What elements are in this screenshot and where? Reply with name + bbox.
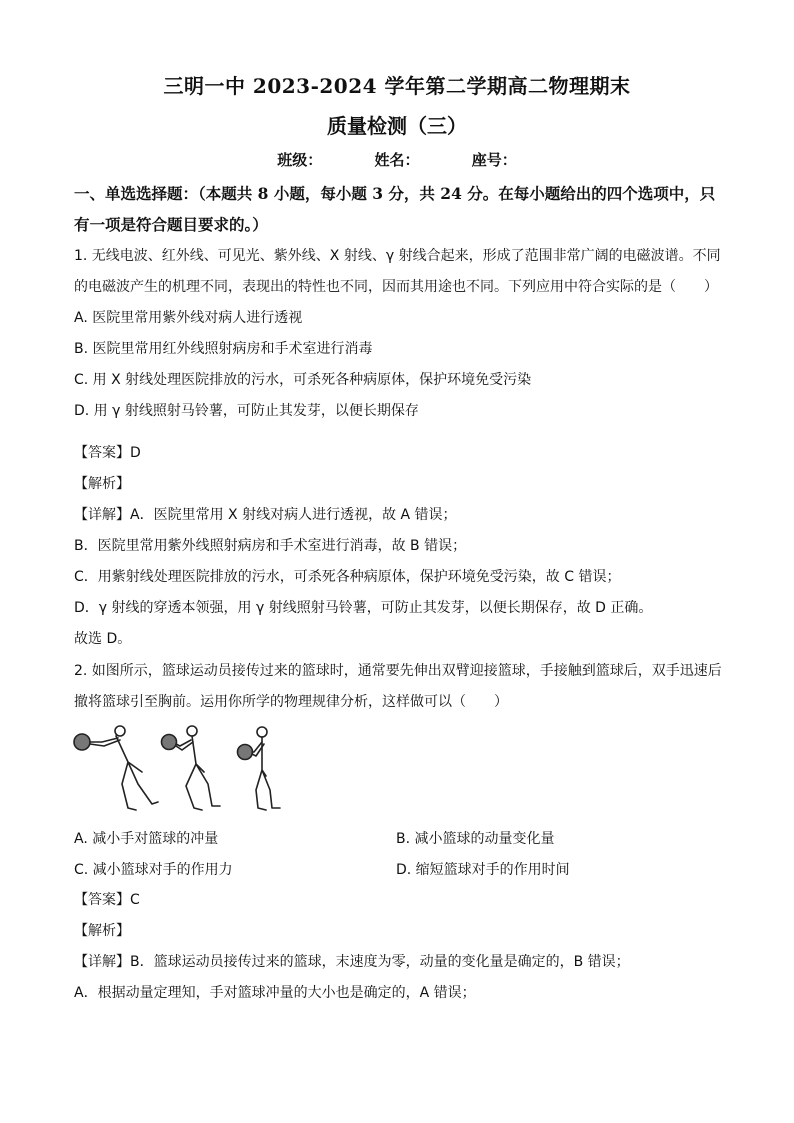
q1-detail-b: B．医院里常用紫外线照射病房和手术室进行消毒，故 B 错误； (74, 538, 467, 554)
player-arms-1 (90, 738, 120, 746)
q2-option-c: C. 减小篮球对手的作用力 (74, 862, 233, 878)
player-head-2 (187, 726, 197, 736)
q1-option-d: D. 用 γ 射线照射马铃薯，可防止其发芽，以便长期保存 (74, 403, 419, 419)
q2-detail-a: A．根据动量定理知，手对篮球冲量的大小也是确定的，A 错误； (74, 985, 476, 1001)
player-head-3 (257, 727, 267, 737)
q1-detail-d: D．γ 射线的穿透本领强，用 γ 射线照射马铃薯，可防止其发芽，以便长期保存，故 D 正确。 (74, 600, 653, 616)
q2-stem-line-1: 2. 如图所示，篮球运动员接传过来的篮球时，通常要先伸出双臂迎接篮球，手接触到篮球后，双手迅速后 (74, 663, 722, 679)
player-body-1 (116, 736, 158, 810)
detail-tag: 【详解】 (74, 507, 130, 523)
player-body-2 (186, 736, 220, 810)
q1-detail-line-1 (74, 504, 457, 524)
q1-stem-line-2: 的电磁波产生的机理不同，表现出的特性也不同，因而其用途也不同。下列应用中符合实际的是（ ） (74, 279, 718, 295)
q2-option-b: B. 减小篮球的动量变化量 (396, 831, 555, 847)
player-body-3 (256, 737, 280, 810)
basketball-3 (238, 745, 253, 760)
q1-option-c: C. 用 X 射线处理医院排放的污水，可杀死各种病原体，保护环境免受污染 (74, 372, 532, 388)
q2-stem-line-2: 撤将篮球引至胸前。运用你所学的物理规律分析，这样做可以（ ） (74, 694, 508, 710)
basketball-2 (162, 735, 177, 750)
basketball-catch-figure (72, 722, 284, 814)
player-head-1 (115, 726, 125, 736)
q2-answer-line (74, 889, 140, 909)
student-info-line: 班级： 姓名： 座号： (277, 151, 517, 169)
q1-detail-a: A．医院里常用 X 射线对病人进行透视，故 A 错误； (130, 507, 457, 523)
q1-option-a: A. 医院里常用紫外线对病人进行透视 (74, 310, 303, 326)
q1-option-b: B. 医院里常用红外线照射病房和手术室进行消毒 (74, 341, 373, 357)
answer-tag: 【答案】 (74, 445, 130, 461)
answer-tag: 【答案】 (74, 892, 130, 908)
exam-subtitle: 质量检测（三） (327, 114, 467, 138)
player-arms-2 (176, 740, 193, 750)
q2-detail-line-1 (74, 951, 630, 971)
q2-option-a: A. 减小手对篮球的冲量 (74, 831, 219, 847)
q2-detail-b: B．篮球运动员接传过来的篮球，末速度为零，动量的变化量是确定的，B 错误； (130, 954, 630, 970)
q1-analysis-tag: 【解析】 (74, 476, 130, 492)
q1-answer-line (74, 442, 141, 462)
basketball-1 (74, 734, 90, 750)
q1-conclusion: 故选 D。 (74, 631, 132, 647)
section-header: 一、单选选择题：（本题共 8 小题，每小题 3 分，共 24 分。在每小题给出的四个选项中，只有一项是符合题目要求的。） (74, 184, 716, 234)
q2-option-d: D. 缩短篮球对手的作用时间 (396, 862, 570, 878)
exam-title: 三明一中 2023-2024 学年第二学期高二物理期末 (163, 74, 631, 98)
q2-analysis-tag: 【解析】 (74, 923, 130, 939)
q2-answer: C (130, 892, 140, 908)
detail-tag: 【详解】 (74, 954, 130, 970)
q1-detail-c: C．用紫射线处理医院排放的污水，可杀死各种病原体，保护环境免受污染，故 C 错误； (74, 569, 621, 585)
q1-stem-line-1: 1. 无线电波、红外线、可见光、紫外线、X 射线、γ 射线合起来，形成了范围非常广阔的电磁波谱。不同 (74, 248, 721, 264)
q1-answer: D (130, 445, 141, 461)
